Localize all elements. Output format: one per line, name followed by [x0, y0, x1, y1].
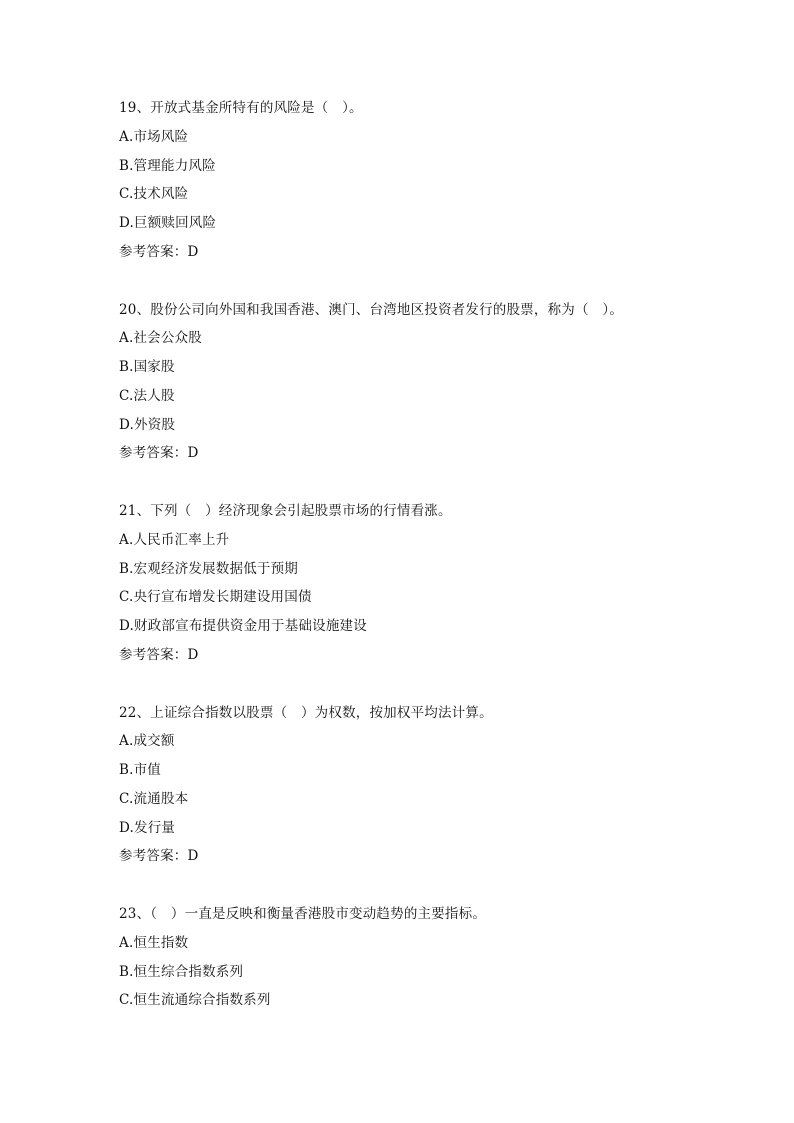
- option-a: A.人民币汇率上升: [119, 531, 230, 548]
- question-22: [119, 699, 739, 901]
- reference-answer: 参考答案：D: [119, 243, 199, 260]
- reference-answer: 参考答案：D: [119, 848, 199, 865]
- option-b: B.管理能力风险: [119, 157, 216, 174]
- option-b: B.恒生综合指数系列: [119, 963, 244, 980]
- option-d: D.财政部宣布提供资金用于基础设施建设: [119, 618, 367, 635]
- question-19: [119, 94, 739, 296]
- option-c: C.技术风险: [119, 186, 189, 203]
- option-a: A.社会公众股: [119, 330, 202, 347]
- question-21: [119, 497, 739, 699]
- option-b: B.宏观经济发展数据低于预期: [119, 560, 299, 577]
- option-c: C.法人股: [119, 387, 175, 404]
- question-stem: 22、上证综合指数以股票（ ）为权数，按加权平均法计算。: [119, 704, 493, 721]
- option-a: A.恒生指数: [119, 934, 189, 951]
- option-b: B.市值: [119, 762, 162, 779]
- question-stem: 21、下列（ ）经济现象会引起股票市场的行情看涨。: [119, 503, 452, 519]
- option-d: D.巨额赎回风险: [119, 215, 217, 232]
- question-23: [119, 900, 739, 1102]
- option-c: C.恒生流通综合指数系列: [119, 992, 271, 1009]
- option-b: B.国家股: [119, 359, 175, 376]
- option-c: C.央行宣布增发长期建设用国债: [119, 589, 312, 606]
- question-stem: 20、股份公司向外国和我国香港、澳门、台湾地区投资者发行的股票，称为（ ）。: [119, 301, 624, 318]
- option-a: A.市场风险: [119, 128, 189, 145]
- question-stem: 23、（ ）一直是反映和衡量香港股市变动趋势的主要指标。: [119, 906, 487, 922]
- option-d: D.外资股: [119, 416, 176, 433]
- option-a: A.成交额: [119, 733, 175, 750]
- option-d: D.发行量: [119, 819, 176, 836]
- reference-answer: 参考答案：D: [119, 646, 199, 663]
- question-stem: 19、开放式基金所特有的风险是（ ）。: [119, 100, 363, 116]
- option-c: C.流通股本: [119, 790, 189, 807]
- question-20: [119, 296, 739, 498]
- question-list: [119, 94, 739, 1102]
- reference-answer: 参考答案：D: [119, 445, 199, 462]
